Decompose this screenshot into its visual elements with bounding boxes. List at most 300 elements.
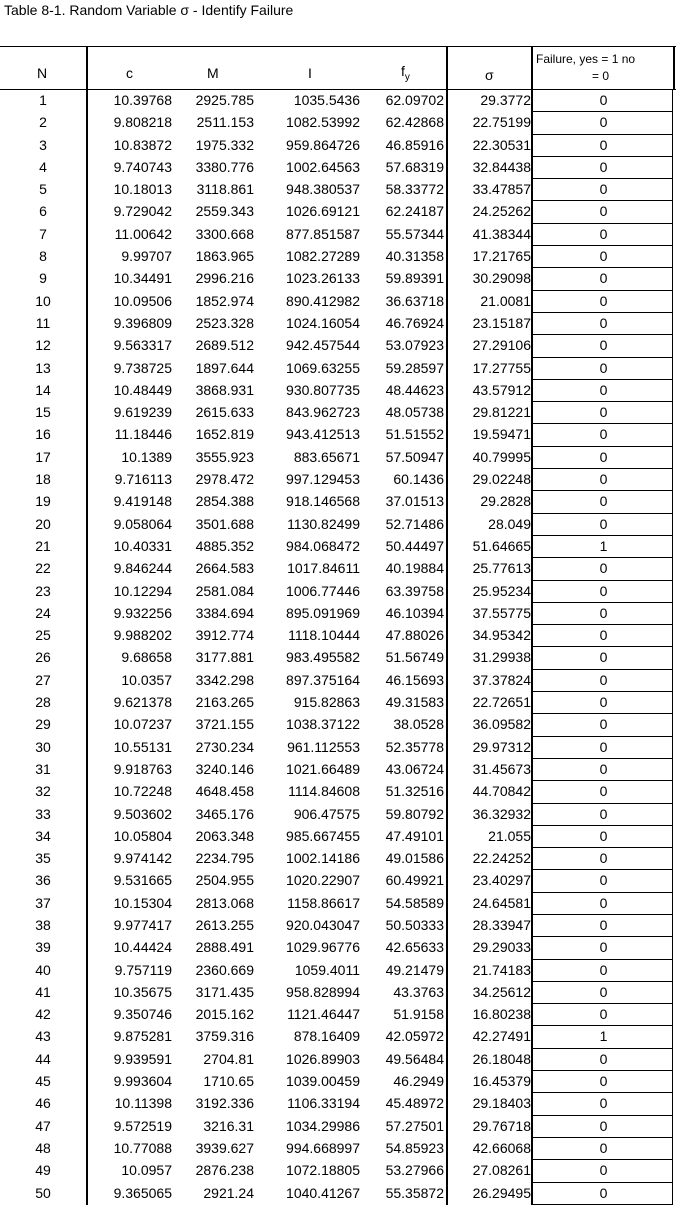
table-title: Table 8-1. Random Variable σ - Identify Failure (4, 2, 294, 18)
table-row (0, 1116, 676, 1138)
cell-n: 48 (35, 1139, 51, 1156)
cell-m: 3912.774 (195, 627, 254, 644)
failure-table (0, 46, 676, 1205)
cell-i: 1059.4011 (294, 961, 360, 978)
cell-fy: 57.68319 (385, 158, 444, 175)
cell-failure: 0 (599, 872, 608, 889)
cell-failure: 0 (599, 381, 608, 398)
cell-m: 2888.491 (195, 939, 254, 956)
cell-n: 5 (39, 181, 47, 198)
cell-n: 28 (35, 694, 51, 711)
table-row (0, 692, 676, 714)
cell-sigma: 26.29495 (472, 1184, 531, 1201)
cell-c: 10.0357 (121, 671, 172, 688)
cell-sigma: 36.32932 (472, 805, 531, 822)
cell-c: 9.572519 (113, 1117, 172, 1134)
cell-fy: 54.85923 (385, 1139, 444, 1156)
cell-c: 10.40331 (113, 537, 172, 554)
cell-n: 36 (35, 872, 51, 889)
table-row (0, 625, 676, 647)
cell-i: 1020.22907 (286, 872, 360, 889)
cell-fy: 51.32516 (385, 783, 444, 800)
cell-failure: 0 (599, 1162, 608, 1179)
table-row (0, 447, 676, 469)
cell-c: 9.875281 (113, 1028, 172, 1045)
cell-c: 10.72248 (113, 783, 172, 800)
cell-c: 11.00642 (114, 225, 172, 242)
cell-fy: 48.44623 (385, 381, 444, 398)
cell-fy: 46.85916 (385, 136, 444, 153)
cell-sigma: 31.45673 (472, 760, 531, 777)
cell-n: 8 (39, 248, 47, 265)
cell-failure: 0 (599, 181, 608, 198)
cell-c: 9.365065 (113, 1184, 172, 1201)
cell-failure: 0 (599, 1050, 608, 1067)
table-row (0, 915, 676, 937)
cell-c: 10.44424 (113, 939, 172, 956)
cell-i: 1017.84611 (287, 560, 360, 577)
cell-m: 2813.068 (195, 894, 254, 911)
cell-m: 2234.795 (195, 850, 254, 867)
table-row (0, 536, 676, 558)
cell-c: 9.531665 (113, 872, 172, 889)
cell-fy: 63.39758 (385, 582, 444, 599)
cell-sigma: 34.95342 (472, 627, 531, 644)
cell-fy: 40.31358 (385, 248, 444, 265)
table-row (0, 759, 676, 781)
header-divider-fy (446, 47, 448, 89)
cell-sigma: 27.29106 (472, 337, 531, 354)
table-row (0, 781, 676, 803)
cell-c: 9.68658 (121, 649, 172, 666)
cell-m: 1852.974 (195, 292, 254, 309)
cell-n: 3 (39, 136, 47, 153)
cell-fy: 46.76924 (385, 314, 444, 331)
cell-sigma: 36.09582 (472, 716, 531, 733)
table-row (0, 937, 676, 959)
cell-m: 2664.583 (195, 560, 254, 577)
cell-i: 948.380537 (286, 181, 360, 198)
cell-m: 3380.776 (195, 158, 254, 175)
cell-i: 890.412982 (286, 292, 360, 309)
table-row (0, 1183, 676, 1205)
cell-m: 3939.627 (195, 1139, 254, 1156)
cell-failure: 0 (599, 359, 608, 376)
cell-fy: 59.80792 (385, 805, 444, 822)
cell-i: 1118.10444 (288, 627, 360, 644)
cell-sigma: 29.81221 (472, 404, 531, 421)
cell-i: 1106.33194 (287, 1095, 360, 1112)
cell-m: 3171.435 (195, 983, 254, 1000)
cell-n: 26 (35, 649, 51, 666)
cell-n: 39 (35, 939, 51, 956)
cell-i: 930.807735 (286, 381, 360, 398)
cell-n: 27 (35, 671, 51, 688)
cell-i: 1006.77446 (286, 582, 360, 599)
cell-failure: 0 (599, 136, 608, 153)
cell-failure: 0 (599, 203, 608, 220)
cell-failure: 0 (599, 783, 608, 800)
cell-sigma: 17.21765 (472, 248, 531, 265)
cell-m: 2921.24 (203, 1184, 254, 1201)
cell-i: 1114.84608 (288, 783, 360, 800)
cell-c: 9.619239 (113, 404, 172, 421)
cell-n: 17 (35, 448, 51, 465)
cell-failure: 1 (599, 1028, 608, 1045)
cell-n: 32 (35, 783, 51, 800)
cell-fy: 42.65633 (385, 939, 444, 956)
cell-fy: 45.48972 (385, 1095, 444, 1112)
cell-n: 31 (35, 760, 51, 777)
cell-c: 9.932256 (113, 604, 172, 621)
cell-fy: 37.01513 (385, 493, 444, 510)
cell-fy: 51.56749 (385, 649, 444, 666)
table-row (0, 157, 676, 179)
cell-i: 1072.18805 (286, 1162, 360, 1179)
header-divider-n (86, 47, 88, 89)
cell-failure: 0 (599, 314, 608, 331)
cell-fy: 62.09702 (385, 92, 444, 108)
cell-sigma: 51.64665 (472, 537, 531, 554)
cell-c: 9.738725 (113, 359, 172, 376)
cell-m: 2360.669 (195, 961, 254, 978)
cell-sigma: 25.95234 (472, 582, 531, 599)
cell-c: 9.716113 (114, 471, 172, 488)
cell-n: 6 (39, 203, 47, 220)
header-failure-line2: = 0 (592, 69, 610, 83)
cell-n: 9 (39, 270, 47, 287)
cell-m: 2511.153 (196, 114, 254, 131)
table-row (0, 268, 676, 290)
cell-i: 1029.96776 (286, 939, 360, 956)
cell-n: 22 (35, 560, 51, 577)
cell-failure: 0 (599, 983, 608, 1000)
header-n: N (37, 65, 48, 81)
cell-sigma: 37.55775 (472, 604, 531, 621)
cell-i: 878.16409 (293, 1028, 360, 1045)
table-row (0, 313, 676, 335)
cell-m: 2063.348 (195, 827, 254, 844)
cell-fy: 55.57344 (385, 225, 444, 242)
table-row (0, 848, 676, 870)
cell-c: 10.55131 (113, 738, 172, 755)
cell-failure: 0 (599, 716, 608, 733)
cell-sigma: 29.76718 (472, 1117, 531, 1134)
cell-i: 942.457544 (286, 337, 360, 354)
table-row (0, 603, 676, 625)
cell-m: 2689.512 (195, 337, 254, 354)
cell-sigma: 24.64581 (472, 894, 531, 911)
cell-i: 1002.64563 (286, 158, 360, 175)
cell-sigma: 25.77613 (472, 560, 531, 577)
cell-c: 10.48449 (113, 381, 172, 398)
table-row (0, 826, 676, 848)
cell-n: 7 (39, 225, 47, 242)
cell-m: 4648.458 (195, 783, 254, 800)
cell-i: 984.068472 (286, 537, 360, 554)
cell-fy: 46.15693 (385, 671, 444, 688)
cell-m: 3342.298 (195, 671, 254, 688)
cell-sigma: 16.45379 (472, 1073, 531, 1090)
cell-failure: 0 (599, 894, 608, 911)
cell-c: 9.918763 (113, 760, 172, 777)
cell-failure: 0 (599, 337, 608, 354)
table-row (0, 581, 676, 603)
cell-fy: 48.05738 (385, 404, 444, 421)
cell-sigma: 27.08261 (472, 1162, 531, 1179)
cell-failure: 0 (599, 448, 608, 465)
cell-fy: 36.63718 (385, 292, 444, 309)
cell-c: 10.18013 (113, 181, 172, 198)
cell-c: 10.09506 (113, 292, 172, 309)
cell-fy: 51.9158 (393, 1006, 444, 1023)
cell-failure: 0 (599, 1006, 608, 1023)
cell-m: 3465.176 (195, 805, 254, 822)
header-m: M (207, 65, 219, 81)
cell-c: 10.0957 (121, 1162, 172, 1179)
cell-sigma: 22.75199 (472, 114, 531, 131)
cell-fy: 59.28597 (385, 359, 444, 376)
cell-failure: 0 (599, 649, 608, 666)
cell-sigma: 16.80238 (472, 1006, 531, 1023)
table-row (0, 1160, 676, 1182)
cell-i: 943.412513 (286, 426, 360, 443)
cell-n: 40 (35, 961, 51, 978)
cell-fy: 62.24187 (385, 203, 444, 220)
cell-failure: 0 (599, 404, 608, 421)
cell-m: 2854.388 (195, 493, 254, 510)
cell-sigma: 17.27755 (472, 359, 531, 376)
cell-m: 2613.255 (195, 916, 254, 933)
cell-i: 1038.37122 (286, 716, 360, 733)
cell-fy: 60.1436 (393, 471, 444, 488)
cell-i: 877.851587 (286, 225, 360, 242)
cell-m: 3216.31 (203, 1117, 254, 1134)
cell-fy: 62.42868 (385, 114, 444, 131)
cell-c: 9.419148 (113, 493, 172, 510)
cell-m: 2925.785 (195, 92, 254, 108)
cell-c: 11.18446 (114, 426, 172, 443)
cell-failure: 0 (599, 604, 608, 621)
cell-m: 2504.955 (195, 872, 254, 889)
cell-c: 9.621378 (113, 694, 172, 711)
table-row (0, 135, 676, 157)
cell-sigma: 24.25262 (472, 203, 531, 220)
table-row (0, 224, 676, 246)
cell-fy: 60.49921 (385, 872, 444, 889)
cell-sigma: 26.18048 (472, 1050, 531, 1067)
cell-failure: 0 (599, 114, 608, 131)
cell-m: 2978.472 (195, 471, 254, 488)
cell-sigma: 28.33947 (472, 916, 531, 933)
cell-c: 10.35675 (113, 983, 172, 1000)
cell-i: 1026.69121 (286, 203, 360, 220)
cell-n: 25 (35, 627, 51, 644)
cell-n: 20 (35, 515, 51, 532)
cell-m: 1897.644 (195, 359, 254, 376)
cell-m: 1710.65 (203, 1073, 254, 1090)
cell-sigma: 32.84438 (472, 158, 531, 175)
header-fy-sub: y (404, 71, 410, 83)
cell-failure: 0 (599, 1184, 608, 1201)
cell-failure: 0 (599, 92, 608, 108)
cell-fy: 46.2949 (393, 1073, 444, 1090)
cell-fy: 49.31583 (385, 694, 444, 711)
header-fy-base: f (401, 63, 405, 79)
cell-fy: 51.51552 (385, 426, 444, 443)
cell-fy: 40.19884 (385, 560, 444, 577)
table-row (0, 558, 676, 580)
body-divider-n (86, 90, 88, 1205)
table-row (0, 737, 676, 759)
table-row (0, 893, 676, 915)
cell-m: 2730.234 (195, 738, 254, 755)
cell-i: 1024.16054 (286, 314, 360, 331)
header-c: c (126, 65, 133, 81)
cell-m: 1975.332 (195, 136, 254, 153)
table-row (0, 1004, 676, 1026)
table-row (0, 380, 676, 402)
cell-sigma: 22.30531 (472, 136, 531, 153)
cell-i: 1002.14186 (286, 850, 360, 867)
body-divider-sigma (531, 90, 533, 1205)
cell-m: 1652.819 (195, 426, 254, 443)
table-row (0, 1026, 676, 1048)
table-row (0, 1049, 676, 1071)
header-fy (401, 63, 410, 83)
cell-n: 43 (35, 1028, 51, 1045)
cell-sigma: 29.02248 (472, 471, 531, 488)
cell-n: 46 (35, 1095, 51, 1112)
cell-failure: 0 (599, 671, 608, 688)
header-divider-right (673, 47, 675, 89)
cell-n: 18 (35, 471, 51, 488)
cell-n: 42 (35, 1006, 51, 1023)
table-row (0, 960, 676, 982)
cell-m: 3192.336 (195, 1095, 254, 1112)
cell-sigma: 29.97312 (472, 738, 531, 755)
cell-sigma: 42.27491 (472, 1028, 531, 1045)
cell-c: 10.15304 (113, 894, 172, 911)
cell-n: 35 (35, 850, 51, 867)
cell-i: 983.495582 (286, 649, 360, 666)
cell-fy: 59.89391 (385, 270, 444, 287)
cell-i: 1082.27289 (286, 248, 360, 265)
cell-c: 9.988202 (113, 627, 172, 644)
cell-m: 3721.155 (195, 716, 254, 733)
body-divider-fy (446, 90, 448, 1205)
cell-n: 1 (39, 92, 47, 108)
cell-i: 1082.53992 (286, 114, 360, 131)
cell-n: 13 (35, 359, 51, 376)
cell-c: 9.350746 (113, 1006, 172, 1023)
cell-sigma: 28.049 (488, 515, 531, 532)
cell-i: 1026.89903 (286, 1050, 360, 1067)
cell-sigma: 23.15187 (472, 314, 531, 331)
cell-n: 37 (35, 894, 51, 911)
cell-c: 9.740743 (113, 158, 172, 175)
cell-n: 45 (35, 1073, 51, 1090)
cell-i: 1069.63255 (286, 359, 360, 376)
cell-c: 9.563317 (113, 337, 172, 354)
cell-m: 2163.265 (195, 694, 254, 711)
cell-failure: 0 (599, 627, 608, 644)
table-row (0, 335, 676, 357)
cell-c: 9.939591 (113, 1050, 172, 1067)
cell-failure: 0 (599, 270, 608, 287)
cell-n: 33 (35, 805, 51, 822)
cell-i: 1021.66489 (286, 760, 360, 777)
cell-failure: 0 (599, 493, 608, 510)
cell-fy: 49.56484 (385, 1050, 444, 1067)
cell-fy: 50.44497 (385, 537, 444, 554)
table-row (0, 112, 676, 134)
cell-m: 3501.688 (195, 515, 254, 532)
cell-c: 9.503602 (113, 805, 172, 822)
cell-i: 1040.41267 (286, 1184, 360, 1201)
cell-c: 10.07237 (113, 716, 172, 733)
cell-i: 906.47575 (293, 805, 360, 822)
cell-i: 895.091969 (286, 604, 360, 621)
cell-i: 1158.86617 (287, 894, 360, 911)
cell-i: 1039.00459 (286, 1073, 360, 1090)
cell-sigma: 33.47857 (472, 181, 531, 198)
table-row (0, 670, 676, 692)
cell-fy: 47.49101 (385, 827, 444, 844)
cell-m: 4885.352 (195, 537, 254, 554)
cell-failure: 0 (599, 292, 608, 309)
cell-sigma: 21.055 (488, 827, 531, 844)
cell-n: 29 (35, 716, 51, 733)
cell-failure: 0 (599, 850, 608, 867)
cell-failure: 0 (599, 827, 608, 844)
cell-n: 24 (35, 604, 51, 621)
cell-fy: 57.27501 (385, 1117, 444, 1134)
cell-c: 9.757119 (114, 961, 172, 978)
cell-n: 41 (35, 983, 51, 1000)
table-row (0, 291, 676, 313)
cell-n: 12 (35, 337, 51, 354)
cell-fy: 53.27966 (385, 1162, 444, 1179)
table-row (0, 90, 676, 112)
cell-m: 2996.216 (195, 270, 254, 287)
cell-n: 30 (35, 738, 51, 755)
table-row (0, 714, 676, 736)
cell-n: 4 (39, 158, 47, 175)
cell-c: 9.974142 (113, 850, 172, 867)
table-row (0, 514, 676, 536)
cell-sigma: 29.29033 (472, 939, 531, 956)
table-row (0, 402, 676, 424)
cell-n: 23 (35, 582, 51, 599)
cell-c: 10.05804 (113, 827, 172, 844)
table-row (0, 469, 676, 491)
cell-i: 994.668997 (286, 1139, 360, 1156)
cell-c: 10.77088 (113, 1139, 172, 1156)
cell-c: 9.977417 (113, 916, 172, 933)
table-row (0, 424, 676, 446)
cell-failure: 0 (599, 1073, 608, 1090)
cell-m: 3868.931 (195, 381, 254, 398)
cell-c: 9.846244 (113, 560, 172, 577)
table-header (0, 46, 676, 90)
cell-sigma: 44.70842 (472, 783, 531, 800)
cell-n: 19 (35, 493, 51, 510)
cell-sigma: 21.74183 (472, 961, 531, 978)
cell-m: 2559.343 (195, 203, 254, 220)
cell-fy: 55.35872 (385, 1184, 444, 1201)
cell-fy: 52.35778 (385, 738, 444, 755)
